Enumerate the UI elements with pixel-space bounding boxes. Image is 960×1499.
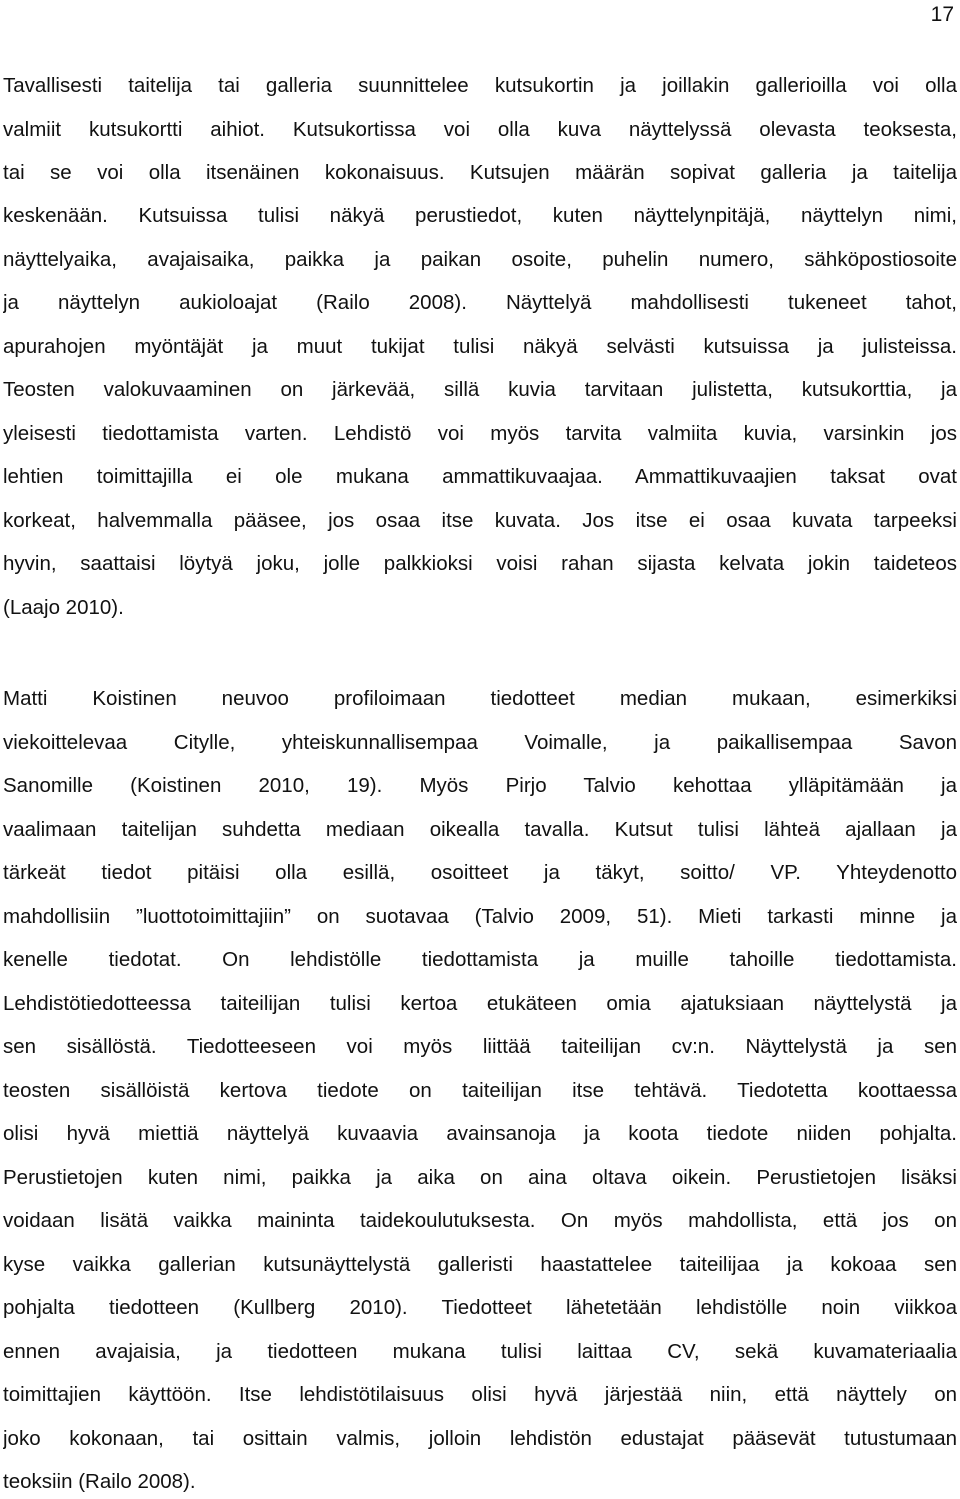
text-line: kenelle tiedotat. On lehdistölle tiedottamista ja muille tahoille tiedottamista. (3, 948, 957, 971)
text-line: Lehdistötiedotteessa taiteilijan tulisi kertoa etukäteen omia ajatuksiaan näyttelystä ja (3, 992, 957, 1015)
text-line: tai se voi olla itsenäinen kokonaisuus. Kutsujen määrän sopivat galleria ja taitelija (3, 161, 957, 184)
text-line: toimittajien käyttöön. Itse lehdistötilaisuus olisi hyvä järjestää niin, että näyttely on (3, 1383, 957, 1406)
text-line: lehtien toimittajilla ei ole mukana ammattikuvaajaa. Ammattikuvaajien taksat ovat (3, 465, 957, 488)
text-line: pohjalta tiedotteen (Kullberg 2010). Tiedotteet lähetetään lehdistölle noin viikkoa (3, 1296, 957, 1319)
text-line: ennen avajaisia, ja tiedotteen mukana tulisi laittaa CV, sekä kuvamateriaalia (3, 1340, 957, 1363)
text-line: Tavallisesti taitelija tai galleria suunnittelee kutsukortin ja joillakin gallerioilla voi olla (3, 74, 957, 97)
text-line: Teosten valokuvaaminen on järkevää, sillä kuvia tarvitaan julistetta, kutsukorttia, ja (3, 378, 957, 401)
text-line: korkeat, halvemmalla pääsee, jos osaa itse kuvata. Jos itse ei osaa kuvata tarpeeksi (3, 509, 957, 532)
text-line: yleisesti tiedottamista varten. Lehdistö voi myös tarvita valmiita kuvia, varsinkin jos (3, 422, 957, 445)
text-line: Perustietojen kuten nimi, paikka ja aika on aina oltava oikein. Perustietojen lisäksi (3, 1166, 957, 1189)
text-line: teoksiin (Railo 2008). (3, 1470, 196, 1493)
text-line: kyse vaikka gallerian kutsunäyttelystä galleristi haastattelee taiteilijaa ja kokoaa sen (3, 1253, 957, 1276)
text-line: apurahojen myöntäjät ja muut tukijat tulisi näkyä selvästi kutsuissa ja julisteissa. (3, 335, 957, 358)
text-line: vaalimaan taitelijan suhdetta mediaan oikealla tavalla. Kutsut tulisi lähteä ajallaan ja (3, 818, 957, 841)
text-line: joko kokonaan, tai osittain valmis, jolloin lehdistön edustajat pääsevät tutustumaan (3, 1427, 957, 1450)
text-line: valmiit kutsukortti aihiot. Kutsukortissa voi olla kuva näyttelyssä olevasta teoksesta, (3, 118, 957, 141)
text-line: hyvin, saattaisi löytyä joku, jolle palkkioksi voisi rahan sijasta kelvata jokin taideteos (3, 552, 957, 575)
text-line: (Laajo 2010). (3, 596, 124, 619)
text-line: mahdollisiin ”luottotoimittajiin” on suotavaa (Talvio 2009, 51). Mieti tarkasti minne ja (3, 905, 957, 928)
text-line: Matti Koistinen neuvoo profiloimaan tiedotteet median mukaan, esimerkiksi (3, 687, 957, 710)
page-number: 17 (930, 3, 954, 26)
text-line: ja näyttelyn aukioloajat (Railo 2008). Näyttelyä mahdollisesti tukeneet tahot, (3, 291, 957, 314)
text-line: olisi hyvä miettiä näyttelyä kuvaavia avainsanoja ja koota tiedote niiden pohjalta. (3, 1122, 957, 1145)
text-line: viekoittelevaa Citylle, yhteiskunnallisempaa Voimalle, ja paikallisempaa Savon (3, 731, 957, 754)
text-line: sen sisällöstä. Tiedotteeseen voi myös liittää taiteilijan cv:n. Näyttelystä ja sen (3, 1035, 957, 1058)
text-line: tärkeät tiedot pitäisi olla esillä, osoitteet ja täkyt, soitto/ VP. Yhteydenotto (3, 861, 957, 884)
text-line: Sanomille (Koistinen 2010, 19). Myös Pirjo Talvio kehottaa ylläpitämään ja (3, 774, 957, 797)
text-line: voidaan lisätä vaikka maininta taidekoulutuksesta. On myös mahdollista, että jos on (3, 1209, 957, 1232)
text-line: teosten sisällöistä kertova tiedote on taiteilijan itse tehtävä. Tiedotetta koottaessa (3, 1079, 957, 1102)
text-line: näyttelyaika, avajaisaika, paikka ja paikan osoite, puhelin numero, sähköpostiosoite (3, 248, 957, 271)
text-line: keskenään. Kutsuissa tulisi näkyä perustiedot, kuten näyttelynpitäjä, näyttelyn nimi, (3, 204, 957, 227)
